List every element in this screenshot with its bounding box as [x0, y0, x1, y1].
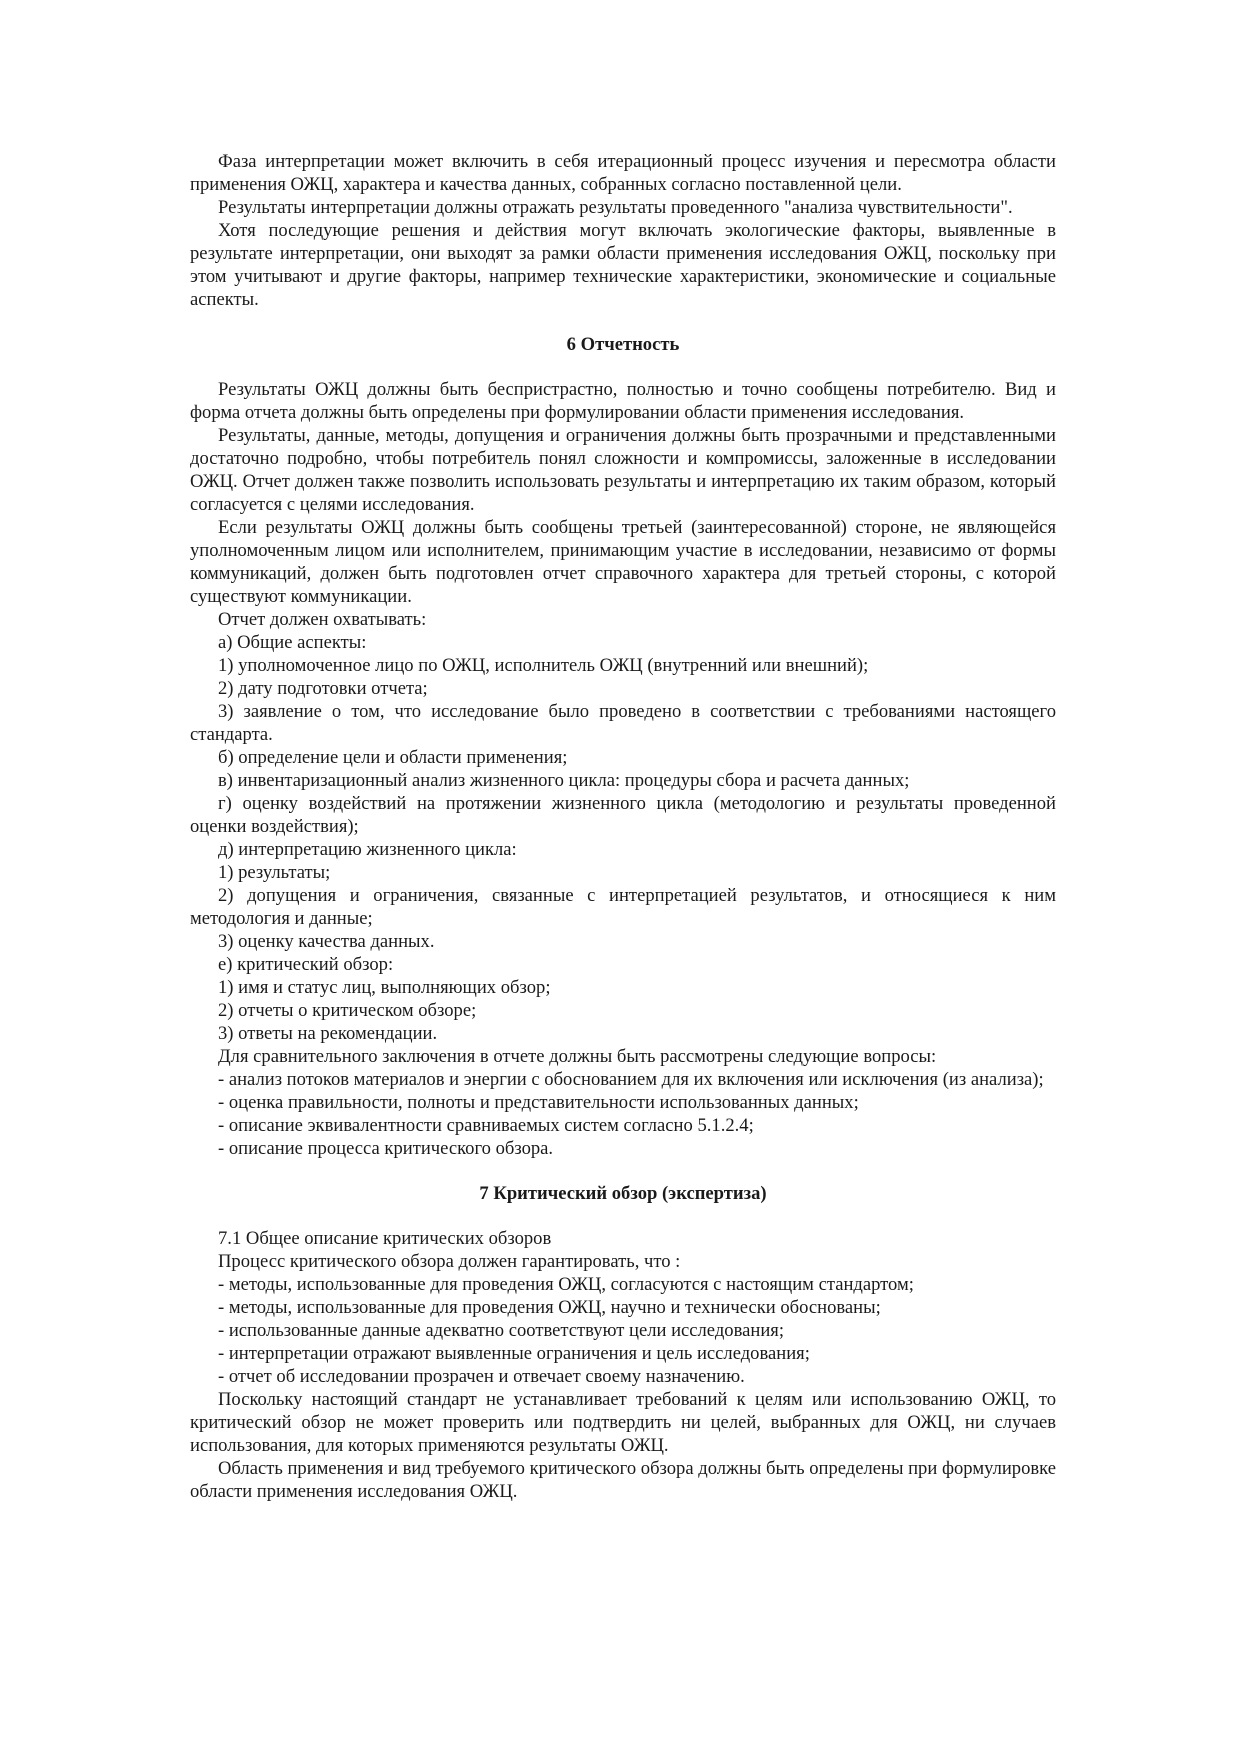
list-item: е) критический обзор:: [218, 954, 394, 975]
list-item: - анализ потоков материалов и энергии с обоснованием для их включения или исключения (из анализа);: [218, 1069, 1044, 1090]
list-item: 3) оценку качества данных.: [218, 931, 435, 952]
paragraph: Результаты ОЖЦ должны быть беспристрастно, полностью и точно сообщены потребителю. Вид и форма отчета должны быть определены при формулировании области применения исследования.: [190, 379, 1056, 423]
list-item: 1) результаты;: [218, 862, 331, 883]
section-heading-7: 7 Критический обзор (экспертиза): [479, 1183, 767, 1204]
list-item: - описание эквивалентности сравниваемых систем согласно 5.1.2.4;: [218, 1115, 754, 1136]
paragraph: Для сравнительного заключения в отчете должны быть рассмотрены следующие вопросы:: [218, 1046, 937, 1067]
list-item: 1) имя и статус лиц, выполняющих обзор;: [218, 977, 551, 998]
list-item: - описание процесса критического обзора.: [218, 1138, 554, 1159]
list-item: в) инвентаризационный анализ жизненного цикла: процедуры сбора и расчета данных;: [218, 770, 910, 791]
list-item: 2) отчеты о критическом обзоре;: [218, 1000, 477, 1021]
list-item: 1) уполномоченное лицо по ОЖЦ, исполнитель ОЖЦ (внутренний или внешний);: [218, 655, 869, 676]
list-item: б) определение цели и области применения;: [218, 747, 568, 768]
list-item: - отчет об исследовании прозрачен и отвечает своему назначению.: [218, 1366, 745, 1387]
list-item: - методы, использованные для проведения ОЖЦ, научно и технически обоснованы;: [218, 1297, 881, 1318]
list-item: 3) заявление о том, что исследование было проведено в соответствии с требованиями настоящего стандарта.: [190, 701, 1056, 745]
document-page: [190, 150, 1056, 1503]
subsection-title: 7.1 Общее описание критических обзоров: [218, 1228, 552, 1249]
list-item: 3) ответы на рекомендации.: [218, 1023, 438, 1044]
paragraph: Результаты, данные, методы, допущения и ограничения должны быть прозрачными и представленными достаточно подробно, чтобы потребитель понял сложности и компромиссы, заложенные в исследовании ОЖЦ. Отчет должен также позволить использовать результаты и интерпретацию их таким образом, который согласуется с целями исследования.: [190, 425, 1056, 515]
paragraph: Фаза интерпретации может включить в себя итерационный процесс изучения и пересмотра области применения ОЖЦ, характера и качества данных, собранных согласно поставленной цели.: [190, 151, 1056, 195]
list-item: д) интерпретацию жизненного цикла:: [218, 839, 517, 860]
list-item: г) оценку воздействий на протяжении жизненного цикла (методологию и результаты проведенной оценки воздействия);: [190, 793, 1056, 837]
paragraph: Если результаты ОЖЦ должны быть сообщены третьей (заинтересованной) стороне, не являющейся уполномоченным лицом или исполнителем, принимающим участие в исследовании, независимо от формы коммуникаций, должен быть подготовлен отчет справочного характера для третьей стороны, с которой существуют коммуникации.: [190, 517, 1056, 607]
paragraph: Процесс критического обзора должен гарантировать, что :: [218, 1251, 681, 1272]
list-item: - оценка правильности, полноты и представительности использованных данных;: [218, 1092, 859, 1113]
list-item: - интерпретации отражают выявленные ограничения и цель исследования;: [218, 1343, 810, 1364]
paragraph: Отчет должен охватывать:: [218, 609, 427, 630]
paragraph: Хотя последующие решения и действия могут включать экологические факторы, выявленные в результате интерпретации, они выходят за рамки области применения исследования ОЖЦ, поскольку при этом учитывают и другие факторы, например технические характеристики, экономические и социальные аспекты.: [190, 220, 1056, 310]
list-item: - использованные данные адекватно соответствуют цели исследования;: [218, 1320, 784, 1341]
paragraph: Область применения и вид требуемого критического обзора должны быть определены при формулировке области применения исследования ОЖЦ.: [190, 1458, 1056, 1502]
paragraph: Результаты интерпретации должны отражать результаты проведенного "анализа чувствительности".: [218, 197, 1013, 218]
section-heading-6: 6 Отчетность: [566, 334, 680, 355]
list-item: а) Общие аспекты:: [218, 632, 367, 653]
list-item: - методы, использованные для проведения ОЖЦ, согласуются с настоящим стандартом;: [218, 1274, 914, 1295]
paragraph: Поскольку настоящий стандарт не устанавливает требований к целям или использованию ОЖЦ, то критический обзор не может проверить или подтвердить ни целей, выбранных для ОЖЦ, ни случаев использования, для которых применяются результаты ОЖЦ.: [190, 1389, 1056, 1456]
list-item: 2) дату подготовки отчета;: [218, 678, 428, 699]
list-item: 2) допущения и ограничения, связанные с интерпретацией результатов, и относящиеся к ним методология и данные;: [190, 885, 1056, 929]
